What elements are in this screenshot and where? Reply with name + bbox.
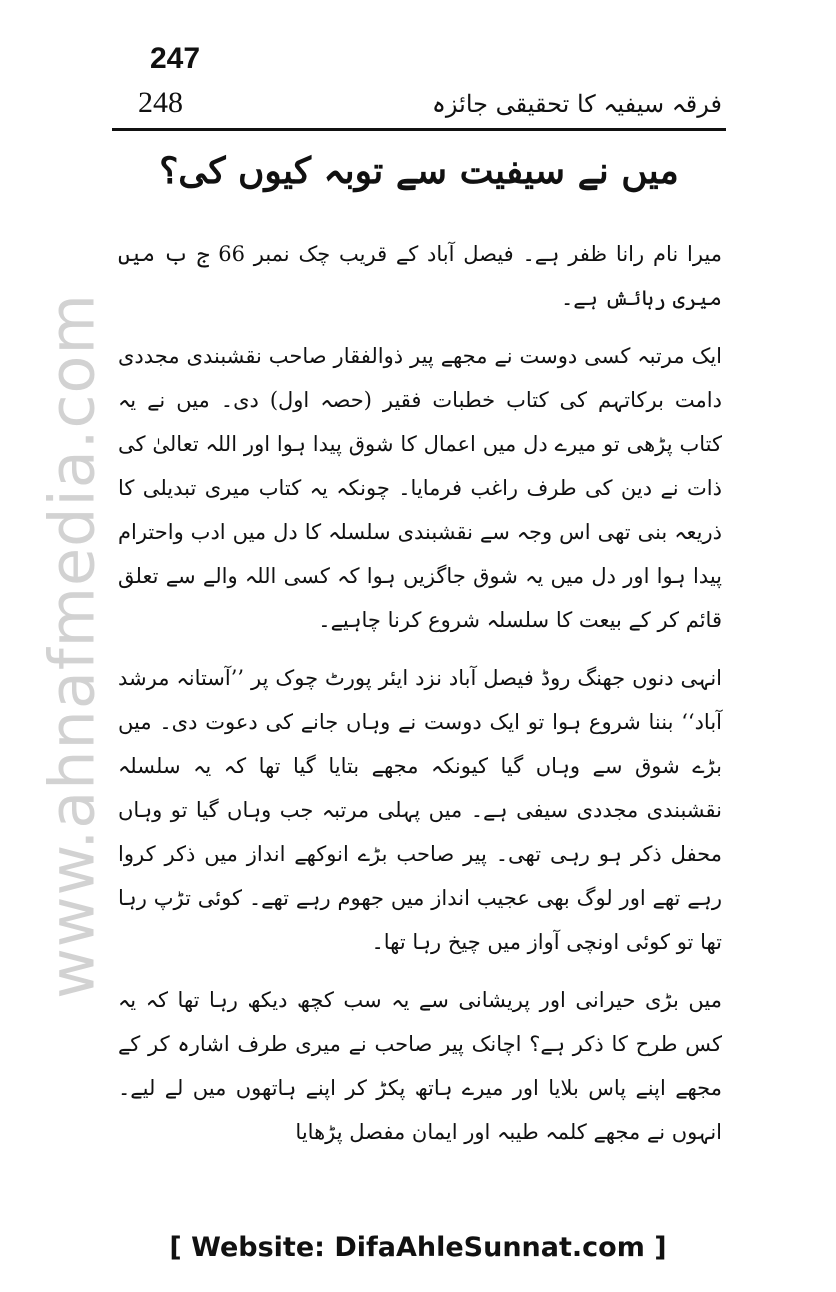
paragraph: میرا نام رانا ظفر ہے۔ فیصل آباد کے قریب چک نمبر 66 ج ب میں میری رہائش ہے۔ (118, 242, 722, 310)
chapter-heading: میں نے سیفیت سے توبہ کیوں کی؟ (159, 150, 679, 192)
website-footer: [ Website: DifaAhleSunnat.com ] (169, 1232, 667, 1263)
body-text (118, 232, 722, 1168)
running-title: فرقہ سیفیہ کا تحقیقی جائزہ (431, 90, 722, 118)
header-rule (112, 128, 726, 131)
paragraph: انہی دنوں جھنگ روڈ فیصل آباد نزد ایئر پورٹ چوک پر ’’آستانہ مرشد آباد‘‘ بننا شروع ہوا تو ایک دوست نے وہاں جانے کی دعوت دی۔ میں بڑے شوق سے وہاں گیا کیونکہ مجھے بتایا گیا تھا کہ یہ سلسلہ نقشبندی مجددی سیفی ہے۔ میں پہلی مرتبہ جب وہاں گیا تو وہاں محفل ذکر ہو رہی تھی۔ پیر صاحب بڑے انوکھے انداز میں ذکر کروا رہے تھے اور لوگ بھی عجیب انداز میں جھوم رہے تھے۔ کوئی تڑپ رہا تھا تو کوئی اونچی آواز میں چیخ رہا تھا۔ (118, 666, 722, 954)
paragraph: میں بڑی حیرانی اور پریشانی سے یہ سب کچھ دیکھ رہا تھا کہ یہ کس طرح کا ذکر ہے؟ اچانک پیر صاحب نے میری طرف اشارہ کر کے مجھے اپنے پاس بلایا اور میرے ہاتھ پکڑ کر اپنے ہاتھوں میں لے لیے۔ انہوں نے مجھے کلمہ طیبہ اور ایمان مفصل پڑھایا (118, 988, 722, 1144)
book-page-number: 248 (138, 86, 183, 119)
watermark: www.ahnafmedia.com (35, 293, 109, 999)
pdf-page-number: 247 (150, 42, 201, 75)
paragraph: ایک مرتبہ کسی دوست نے مجھے پیر ذوالفقار صاحب نقشبندی مجددی دامت برکاتہم کی کتاب خطبات فقیر (حصہ اول) دی۔ میں نے یہ کتاب پڑھی تو میرے دل میں اعمال کا شوق پیدا ہوا اور اللہ تعالیٰ کی ذات نے دین کی طرف راغب فرمایا۔ چونکہ یہ کتاب میری تبدیلی کا ذریعہ بنی تھی اس وجہ سے نقشبندی سلسلہ کا دل میں ادب واحترام پیدا ہوا اور دل میں یہ شوق جاگزیں ہوا کہ کسی اللہ والے سے تعلق قائم کر کے بیعت کا سلسلہ شروع کرنا چاہیے۔ (118, 344, 722, 632)
